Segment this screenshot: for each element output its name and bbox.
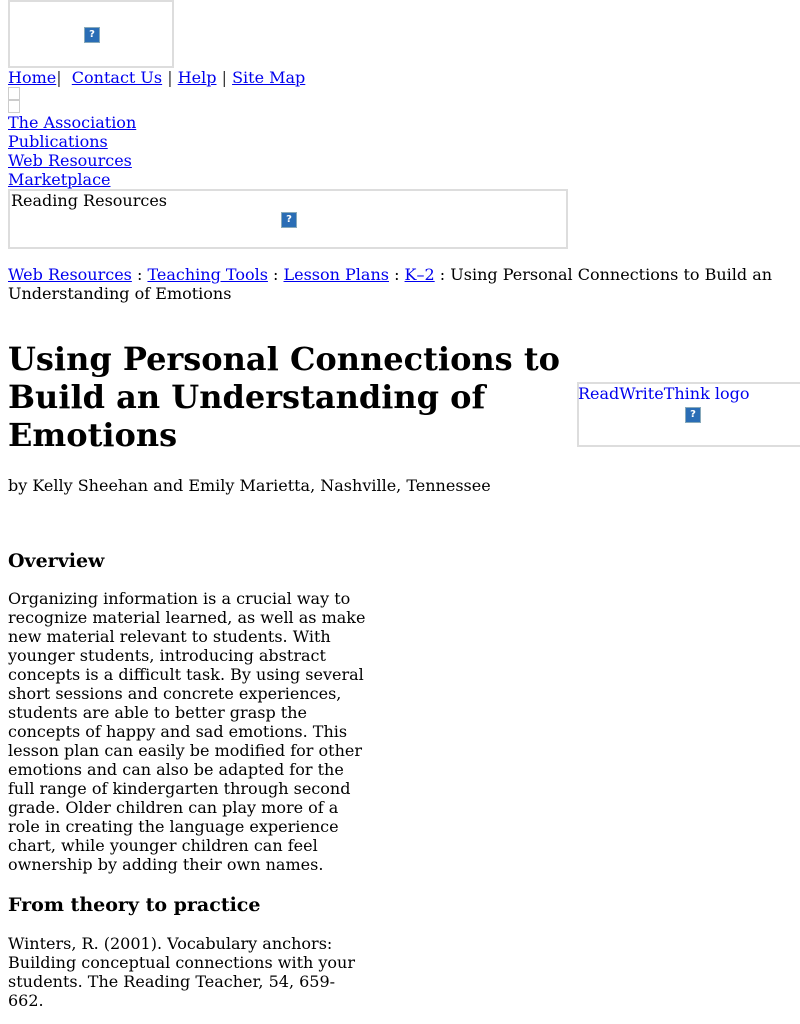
breadcrumb-separator: : <box>267 265 284 284</box>
top-nav <box>8 68 305 87</box>
nav-site-map[interactable]: Site Map <box>232 68 306 87</box>
nav-the-association[interactable]: The Association <box>8 113 137 132</box>
breadcrumb-web-resources[interactable]: Web Resources <box>8 265 132 284</box>
nav-help[interactable]: Help <box>177 68 217 87</box>
theory-citation: Winters, R. (2001). Vocabulary anchors: Building conceptual connections with your students. The Reading Teacher, 54, 659-662. <box>8 934 356 1010</box>
overview-text: Organizing information is a crucial way to recognize material learned, as well as make new material relevant to students. With younger students, introducing abstract concepts is a difficult task. By using several short sessions and concrete experiences, students are able to better grasp the concepts of happy and sad emotions. This lesson plan can easily be modified for other emotions and can also be adapted for the full range of kindergarten through second grade. Older children can play more of a role in creating the language experience chart, while younger children can feel ownership by adding their own names. <box>8 589 366 874</box>
nav-web-resources[interactable]: Web Resources <box>8 151 132 170</box>
breadcrumb-separator: : <box>131 265 148 284</box>
broken-image-icon: ? <box>84 27 100 43</box>
theory-heading: From theory to practice <box>8 894 261 916</box>
broken-image-icon: ? <box>685 407 701 423</box>
broken-image-icon: ? <box>281 212 297 228</box>
overview-heading: Overview <box>8 550 105 572</box>
breadcrumb-teaching-tools[interactable]: Teaching Tools <box>147 265 268 284</box>
separator: | <box>221 68 227 87</box>
separator: | <box>56 68 62 87</box>
separator: | <box>167 68 173 87</box>
page-title: Using Personal Connections to Build an Understanding of Emotions <box>8 340 560 454</box>
logo-alt-text: ReadWriteThink logo <box>578 384 750 403</box>
breadcrumb <box>8 265 798 303</box>
nav-contact-us[interactable]: Contact Us <box>71 68 163 87</box>
spacer-image <box>8 100 20 113</box>
banner-alt-text: Reading Resources <box>11 191 167 210</box>
byline: by Kelly Sheehan and Emily Marietta, Nashville, Tennessee <box>8 476 491 495</box>
nav-home[interactable]: Home <box>8 68 57 87</box>
nav-publications[interactable]: Publications <box>8 132 108 151</box>
header-image <box>8 0 174 68</box>
breadcrumb-separator: : <box>434 265 451 284</box>
spacer-image <box>8 87 20 100</box>
readwritethink-logo[interactable] <box>577 382 800 447</box>
reading-resources-banner <box>8 189 568 249</box>
breadcrumb-current: Using Personal Connections to Build an Understanding of Emotions <box>8 265 773 303</box>
breadcrumb-separator: : <box>388 265 405 284</box>
breadcrumb-lesson-plans[interactable]: Lesson Plans <box>283 265 389 284</box>
nav-marketplace[interactable]: Marketplace <box>8 170 111 189</box>
breadcrumb-k2[interactable]: K–2 <box>404 265 435 284</box>
main-nav <box>8 113 136 189</box>
